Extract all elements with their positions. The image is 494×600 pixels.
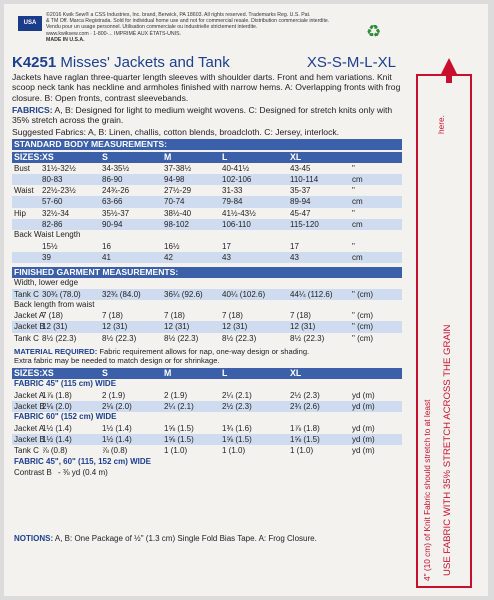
table-cell: 8½ (22.3) — [164, 333, 199, 343]
table-row — [12, 208, 402, 219]
table-row — [12, 196, 402, 207]
pattern-title — [12, 54, 402, 71]
fineprint-line: & TM Off. Marca Registrada. Sold for individual home use and not for commercial resale. Distribution commerciale interdite. — [46, 18, 330, 25]
row-label: Tank C — [14, 446, 39, 456]
unit-cell: " (cm) — [352, 322, 374, 332]
unit-cell: yd (m) — [352, 424, 375, 434]
material-note: Extra fabric may be needed to match design or for shrinkage. — [14, 356, 220, 366]
table-cell: 2⅛ (2.0) — [102, 402, 132, 412]
back-length-label: Back length from waist — [14, 299, 95, 309]
unit-cell: " — [352, 241, 355, 251]
table-row — [12, 310, 402, 321]
table-cell: 63-66 — [102, 197, 123, 207]
table-cell: 27½-29 — [164, 186, 192, 196]
table-cell: 2¼ (2.1) — [164, 402, 194, 412]
width-lower-edge-label: Width, lower edge — [14, 277, 79, 287]
header-block — [12, 8, 402, 52]
table-cell: 40-41½ — [222, 163, 250, 173]
table-cell: 70-74 — [164, 197, 185, 207]
table-cell: 8½ (22.3) — [102, 333, 137, 343]
table-cell: 2½ (2.3) — [290, 390, 320, 400]
pattern-name: Misses' Jackets and Tank — [60, 54, 230, 71]
table-cell: 44¼ (112.6) — [290, 289, 333, 299]
table-cell: 32½-34 — [42, 208, 70, 218]
fabrics-section — [12, 105, 402, 125]
table-cell: 1½ (1.4) — [42, 435, 72, 445]
table-cell: 16½ — [164, 241, 180, 251]
stretch-instruction: 4" (10 cm) of Knit Fabric should stretch to at least — [422, 399, 432, 581]
fabrics-text: A, B: Designed for light to medium weight wovens. C: Designed for stretch knits only with 35% stretch across the grain. — [12, 105, 393, 126]
unit-cell: " (cm) — [352, 333, 374, 343]
material-label: MATERIAL REQUIRED: — [14, 346, 98, 356]
row-label: Tank C — [14, 333, 39, 343]
table-cell: 8½ (22.3) — [42, 333, 77, 343]
table-cell: 1⅝ (1.5) — [164, 435, 194, 445]
fabric60-rows — [12, 423, 402, 457]
table-row — [12, 401, 402, 412]
size-col: XS — [42, 151, 54, 162]
row-label: Contrast B — [14, 468, 52, 478]
size-col: S — [102, 151, 108, 162]
table-cell: 12 (31) — [164, 322, 190, 332]
table-cell: 22½-23½ — [42, 186, 76, 196]
table-cell: 2 (1.9) — [164, 390, 188, 400]
size-col: XL — [290, 368, 302, 379]
table-cell: 7 (18) — [222, 311, 243, 321]
table-cell: 1⅞ (1.8) — [42, 390, 72, 400]
size-col: S — [102, 368, 108, 379]
table-cell: 43 — [290, 252, 299, 262]
row-label: Bust — [14, 163, 31, 173]
row-label: Jacket B — [14, 435, 45, 445]
table-cell: 86-90 — [102, 175, 123, 185]
table-cell: 110-114 — [290, 175, 319, 185]
contrast-row — [12, 467, 402, 478]
size-header-row-2 — [12, 368, 402, 379]
row-label: Jacket B — [14, 402, 45, 412]
table-cell: 106-110 — [222, 219, 251, 229]
fineprint-line: ©2016 Kwik Sew® a CSS Industries, Inc. brand, Berwick, PA 18603. All rights reserved. Trademarks Reg. U.S. Pat. — [46, 12, 311, 18]
width-rows — [12, 289, 402, 300]
table-cell: 42 — [164, 252, 173, 262]
table-cell: 1⅞ (1.8) — [290, 424, 320, 434]
suggested-label: Suggested Fabrics: — [12, 126, 87, 137]
table-row — [12, 321, 402, 332]
table-cell: 1⅝ (1.5) — [164, 424, 194, 434]
row-label: Tank C — [14, 289, 39, 299]
size-header-row — [12, 152, 402, 163]
suggested-fabrics — [12, 127, 402, 137]
row-label: Jacket B — [14, 322, 45, 332]
table-cell: 7 (18) — [42, 311, 63, 321]
back-waist-rows — [12, 241, 402, 263]
size-col: L — [222, 151, 228, 162]
unit-cell: " — [352, 208, 355, 218]
table-cell: 8½ (22.3) — [222, 333, 257, 343]
fabric45-rows — [12, 390, 402, 412]
sizes-label: SIZES: — [14, 151, 43, 162]
fineprint-line: www.kwiksew.com · 1-800-... IMPRIMÉ AUX ÉTATS-UNIS. — [46, 30, 181, 37]
contrast-fabric-label: FABRIC 45", 60" (115, 152 cm) WIDE — [14, 456, 151, 466]
table-cell: 35½-37 — [102, 208, 130, 218]
size-col: M — [164, 151, 172, 162]
table-cell: 32¾ (84.0) — [102, 289, 141, 299]
table-cell: 2¾ (2.6) — [290, 402, 320, 412]
pattern-envelope-back — [4, 4, 488, 596]
table-cell: 1⅝ (1.5) — [290, 435, 320, 445]
unit-cell: yd (m) — [352, 435, 375, 445]
table-cell: 1 (1.0) — [222, 446, 246, 456]
table-cell: 79-84 — [222, 197, 243, 207]
pattern-description: Jackets have raglan three-quarter length sleeves with shoulder darts. Front and hem variations. Knit scoop neck tank has neckline and armholes finished with narrow hems. A: Overlapping fronts with frog closure. B: Open fronts, contrast sleevebands. — [12, 72, 401, 103]
material-required — [12, 347, 402, 357]
table-cell: 2½ (2.3) — [222, 402, 252, 412]
notions — [14, 534, 317, 543]
contrast-amount: - ⅜ yd (0.4 m) — [58, 468, 108, 478]
table-cell: 31½-32½ — [42, 163, 76, 173]
table-cell: 30¾ (78.0) — [42, 289, 81, 299]
table-row — [12, 252, 402, 263]
unit-cell: " — [352, 163, 355, 173]
unit-cell: yd (m) — [352, 390, 375, 400]
table-row — [12, 333, 402, 344]
body-measurement-rows — [12, 163, 402, 230]
table-cell: 12 (31) — [222, 322, 248, 332]
arrow-stem — [446, 75, 452, 83]
recycle-icon: ♻ — [366, 22, 382, 41]
table-cell: 1 (1.0) — [290, 446, 314, 456]
body-measurements-heading: STANDARD BODY MEASUREMENTS: — [12, 139, 402, 150]
unit-cell: " — [352, 186, 355, 196]
table-row — [12, 174, 402, 185]
row-label: Jacket A — [14, 390, 45, 400]
row-label: Waist — [14, 186, 34, 196]
arrow-up-icon — [440, 58, 458, 76]
size-col: XL — [290, 151, 302, 162]
table-cell: 24¾-26 — [102, 186, 130, 196]
table-row — [12, 423, 402, 434]
table-cell: 94-98 — [164, 175, 185, 185]
size-range: XS-S-M-L-XL — [306, 54, 396, 71]
table-cell: 1 (1.0) — [164, 446, 188, 456]
table-cell: 89-94 — [290, 197, 311, 207]
table-cell: 41 — [102, 252, 111, 262]
table-cell: 17 — [222, 241, 231, 251]
table-cell: 98-102 — [164, 219, 189, 229]
table-cell: 1½ (1.4) — [102, 424, 132, 434]
table-cell: 1½ (1.4) — [42, 424, 72, 434]
table-row — [12, 241, 402, 252]
table-cell: 1½ (1.4) — [102, 435, 132, 445]
fabrics-label: FABRICS: — [12, 105, 53, 116]
table-cell: 1¾ (1.6) — [222, 424, 252, 434]
table-row — [12, 445, 402, 456]
suggested-text: A, B: Linen, challis, cotton blends, broadcloth. C: Jersey, interlock. — [87, 126, 340, 137]
size-col: XS — [42, 368, 54, 379]
table-cell: 102-106 — [222, 175, 252, 185]
unit-cell: yd (m) — [352, 402, 375, 412]
fineprint-line: Vendu pour un usage personnel. Utilisation commerciale ou industrielle strictement interdite. — [46, 24, 258, 31]
table-cell: 115-120 — [290, 219, 319, 229]
table-cell: 41½-43½ — [222, 208, 256, 218]
fabric45-label: FABRIC 45" (115 cm) WIDE — [14, 379, 117, 389]
table-cell: 12 (31) — [290, 322, 316, 332]
table-cell: 38½-40 — [164, 208, 192, 218]
table-cell: 45-47 — [290, 208, 311, 218]
size-col: L — [222, 368, 228, 379]
stretch-gauge — [416, 74, 472, 588]
unit-cell: " (cm) — [352, 311, 374, 321]
back-waist-label: Back Waist Length — [14, 229, 81, 239]
envelope-content — [12, 8, 402, 592]
table-cell: 82-86 — [42, 219, 63, 229]
table-cell: 43 — [222, 252, 231, 262]
table-cell: 17 — [290, 241, 299, 251]
back-length-rows — [12, 310, 402, 344]
table-cell: 43-45 — [290, 163, 311, 173]
table-cell: 8½ (22.3) — [290, 333, 325, 343]
table-cell: 16 — [102, 241, 111, 251]
unit-cell: " (cm) — [352, 289, 374, 299]
table-cell: 57-60 — [42, 197, 63, 207]
pattern-code: K4251 — [12, 54, 57, 71]
table-row — [12, 185, 402, 196]
row-label: Hip — [14, 208, 27, 218]
table-cell: 1⅝ (1.5) — [222, 435, 252, 445]
row-label: Jacket A — [14, 424, 45, 434]
table-cell: 2¼ (2.1) — [222, 390, 252, 400]
table-cell: ⅞ (0.8) — [42, 446, 68, 456]
sizes-label: SIZES: — [14, 368, 43, 379]
unit-cell: cm — [352, 252, 363, 262]
table-row — [12, 390, 402, 401]
table-cell: 31-33 — [222, 186, 243, 196]
table-cell: 7 (18) — [102, 311, 123, 321]
table-cell: 2⅛ (2.0) — [42, 402, 72, 412]
row-label: Jacket A — [14, 311, 45, 321]
table-cell: 12 (31) — [42, 322, 68, 332]
table-cell: 90-94 — [102, 219, 123, 229]
table-cell: 15½ — [42, 241, 58, 251]
table-cell: 35-37 — [290, 186, 311, 196]
table-cell: 40¼ (102.6) — [222, 289, 266, 299]
stretch-requirement: USE FABRIC WITH 35% STRETCH ACROSS THE GRAIN — [442, 324, 453, 576]
table-row — [12, 219, 402, 230]
fabric60-label: FABRIC 60" (152 cm) WIDE — [14, 412, 117, 422]
table-cell: 12 (31) — [102, 322, 128, 332]
table-cell: 2 (1.9) — [102, 390, 126, 400]
table-cell: 36¼ (92.6) — [164, 289, 203, 299]
unit-cell: cm — [352, 175, 363, 185]
usa-flag-icon: USA — [18, 16, 42, 31]
copyright-fineprint — [46, 12, 366, 43]
fineprint-line: MADE IN U.S.A. — [46, 36, 85, 43]
stretch-here-label: here. — [436, 115, 446, 134]
table-cell: 7 (18) — [290, 311, 311, 321]
finished-measurements-heading: FINISHED GARMENT MEASUREMENTS: — [12, 267, 402, 278]
table-cell: 37-38½ — [164, 163, 192, 173]
table-cell: 39 — [42, 252, 51, 262]
table-row — [12, 289, 402, 300]
table-cell: 80-83 — [42, 175, 63, 185]
notions-label: NOTIONS: — [14, 534, 54, 543]
table-cell: ⅞ (0.8) — [102, 446, 128, 456]
table-row — [12, 163, 402, 174]
table-cell: 34-35½ — [102, 163, 130, 173]
material-text: Fabric requirement allows for nap, one-way design or shading. — [99, 346, 310, 356]
table-row — [12, 434, 402, 445]
unit-cell: cm — [352, 197, 363, 207]
notions-text: A, B: One Package of ½" (1.3 cm) Single Fold Bias Tape. A: Frog Closure. — [54, 534, 317, 543]
unit-cell: cm — [352, 219, 363, 229]
table-cell: 7 (18) — [164, 311, 185, 321]
size-col: M — [164, 368, 172, 379]
unit-cell: yd (m) — [352, 446, 375, 456]
